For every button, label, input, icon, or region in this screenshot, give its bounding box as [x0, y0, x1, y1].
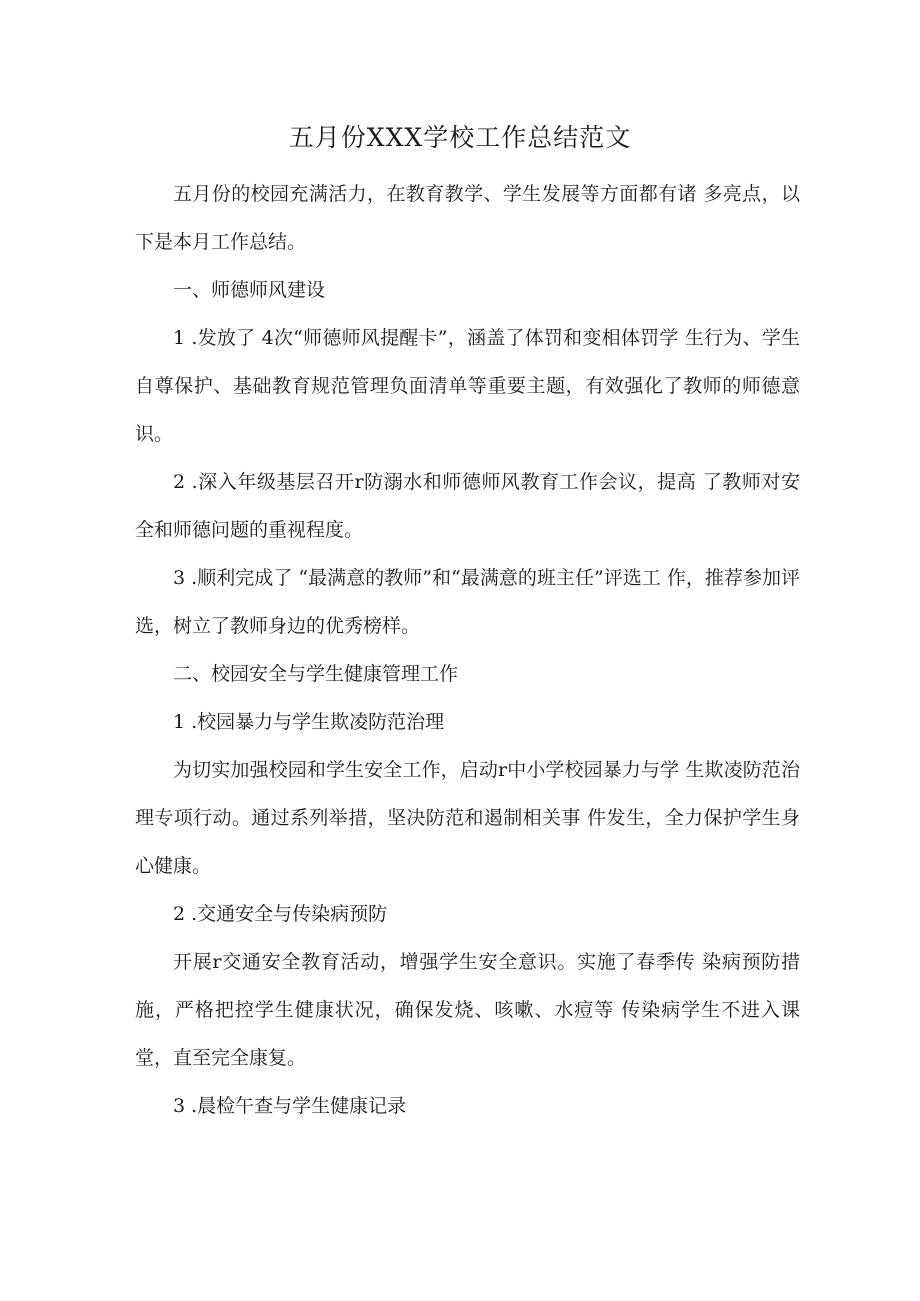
paragraph-item-1-3: 3 .顺利完成了 “最满意的教师”和“最满意的班主任”评选工 作，推荐参加评选，树立了教师身边的优秀榜样。 — [135, 567, 800, 637]
paragraph-2-1: 为切实加强校园和学生安全工作，启动r中小学校园暴力与学 生欺凌防范治理专项行动。通过系列举措，坚决防范和遏制相关事 件发生，全力保护学生身心健康。 — [135, 759, 800, 877]
subheading-2-2: 2 .交通安全与传染病预防 — [173, 903, 388, 925]
section-heading-1: 一、师德师风建设 — [173, 279, 326, 301]
document-body — [135, 170, 800, 1130]
paragraph-item-1-1: 1 .发放了 4次“师德师风提醒卡”，涵盖了体罚和变相体罚学 生行为、学生自尊保护、基础教育规范管理负面清单等重要主题，有效强化了教师的师德意识。 — [135, 327, 800, 445]
document-title: 五月份XXX学校工作总结范文 — [288, 123, 632, 152]
intro-paragraph: 五月份的校园充满活力，在教育教学、学生发展等方面都有诸 多亮点，以下是本月工作总结。 — [135, 183, 800, 253]
paragraph-item-1-2: 2 .深入年级基层召开r防溺水和师德师风教育工作会议，提高 了教师对安全和师德问题的重视程度。 — [135, 471, 800, 541]
subheading-2-1: 1 .校园暴力与学生欺凌防范治理 — [173, 711, 445, 733]
subheading-2-3: 3 .晨检午查与学生健康记录 — [173, 1095, 407, 1117]
paragraph-2-2: 开展r交通安全教育活动，增强学生安全意识。实施了春季传 染病预防措施，严格把控学生健康状况，确保发烧、咳嗽、水痘等 传染病学生不进入课堂，直至完全康复。 — [135, 951, 800, 1069]
section-heading-2: 二、校园安全与学生健康管理工作 — [173, 663, 459, 685]
